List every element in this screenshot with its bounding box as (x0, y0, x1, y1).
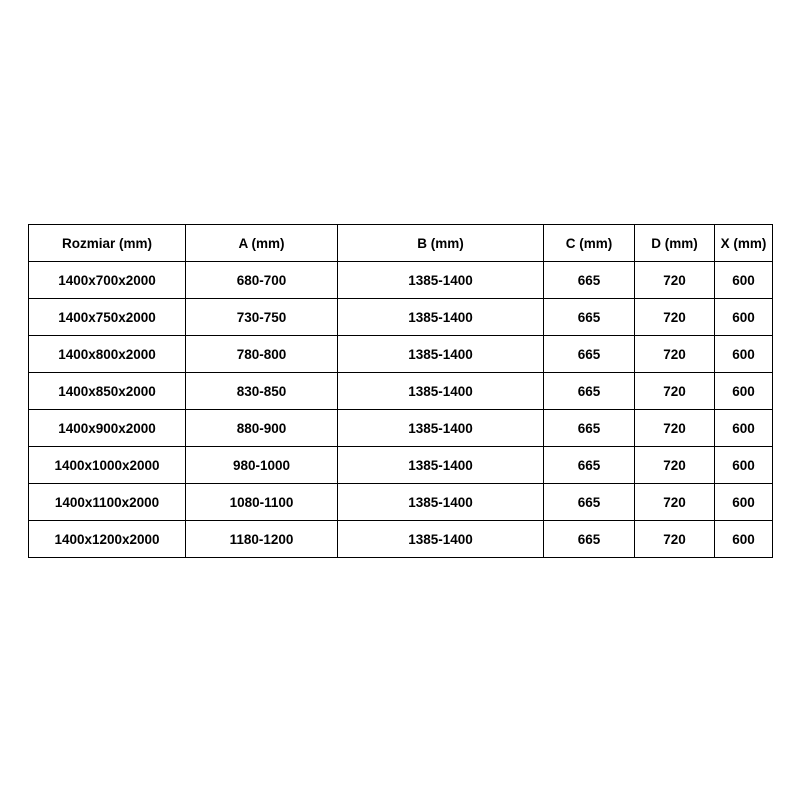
table-body (29, 262, 773, 558)
table-row (29, 336, 773, 373)
column-header-d: D (mm) (635, 225, 715, 262)
cell-b: 1385-1400 (338, 336, 544, 373)
cell-x: 600 (715, 299, 773, 336)
cell-c: 665 (544, 262, 635, 299)
cell-c: 665 (544, 299, 635, 336)
table-row (29, 447, 773, 484)
cell-c: 665 (544, 447, 635, 484)
cell-x: 600 (715, 373, 773, 410)
cell-a: 1080-1100 (186, 484, 338, 521)
cell-a: 880-900 (186, 410, 338, 447)
cell-a: 1180-1200 (186, 521, 338, 558)
cell-c: 665 (544, 336, 635, 373)
table-row (29, 262, 773, 299)
cell-size: 1400x1200x2000 (29, 521, 186, 558)
table-row (29, 410, 773, 447)
cell-d: 720 (635, 447, 715, 484)
cell-size: 1400x900x2000 (29, 410, 186, 447)
cell-b: 1385-1400 (338, 447, 544, 484)
cell-x: 600 (715, 336, 773, 373)
cell-c: 665 (544, 521, 635, 558)
table-header-row (29, 225, 773, 262)
cell-b: 1385-1400 (338, 521, 544, 558)
cell-size: 1400x1100x2000 (29, 484, 186, 521)
column-header-rozmiar: Rozmiar (mm) (29, 225, 186, 262)
table-row (29, 299, 773, 336)
cell-size: 1400x850x2000 (29, 373, 186, 410)
specification-table (28, 224, 773, 558)
cell-d: 720 (635, 410, 715, 447)
table-row (29, 373, 773, 410)
cell-b: 1385-1400 (338, 484, 544, 521)
table-row (29, 521, 773, 558)
cell-d: 720 (635, 262, 715, 299)
cell-d: 720 (635, 521, 715, 558)
cell-c: 665 (544, 410, 635, 447)
column-header-a: A (mm) (186, 225, 338, 262)
cell-c: 665 (544, 484, 635, 521)
cell-x: 600 (715, 262, 773, 299)
cell-a: 780-800 (186, 336, 338, 373)
cell-a: 830-850 (186, 373, 338, 410)
cell-x: 600 (715, 410, 773, 447)
column-header-c: C (mm) (544, 225, 635, 262)
cell-a: 730-750 (186, 299, 338, 336)
cell-b: 1385-1400 (338, 299, 544, 336)
cell-a: 980-1000 (186, 447, 338, 484)
cell-b: 1385-1400 (338, 410, 544, 447)
table-header (29, 225, 773, 262)
cell-x: 600 (715, 484, 773, 521)
table-row (29, 484, 773, 521)
cell-d: 720 (635, 373, 715, 410)
column-header-b: B (mm) (338, 225, 544, 262)
spec-table-container (28, 224, 772, 558)
column-header-x: X (mm) (715, 225, 773, 262)
cell-b: 1385-1400 (338, 262, 544, 299)
cell-x: 600 (715, 521, 773, 558)
cell-size: 1400x750x2000 (29, 299, 186, 336)
cell-size: 1400x800x2000 (29, 336, 186, 373)
cell-size: 1400x1000x2000 (29, 447, 186, 484)
cell-a: 680-700 (186, 262, 338, 299)
cell-d: 720 (635, 299, 715, 336)
cell-d: 720 (635, 484, 715, 521)
cell-d: 720 (635, 336, 715, 373)
cell-b: 1385-1400 (338, 373, 544, 410)
cell-size: 1400x700x2000 (29, 262, 186, 299)
cell-x: 600 (715, 447, 773, 484)
cell-c: 665 (544, 373, 635, 410)
